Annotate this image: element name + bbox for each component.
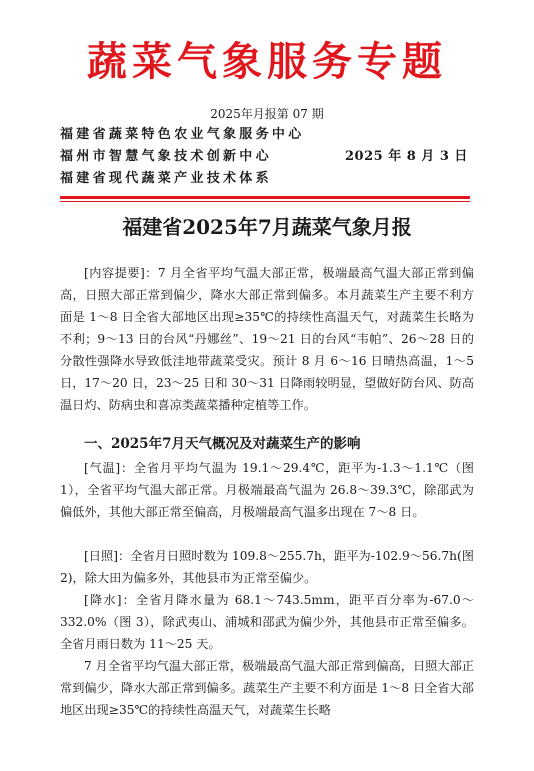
org-name-2: 福州市智慧气象技术创新中心 [60,149,272,164]
summary-paragraph: 7 月全省平均气温大部正常，极端最高气温大部正常到偏高，日照大部正常到偏少，降水大部正常到偏多。蔬菜生产主要不利方面是 1～8 日全省大部地区出现≥35℃的持续性高温天气，对蔬菜生长略 [60,659,474,717]
masthead-title: 蔬菜气象服务专题 [87,38,447,85]
publish-date: 2025 年 8 月 3 日 [345,149,468,164]
precipitation-paragraph: [降水]：全省月降水量为 68.1～743.5mm，距平百分率为-67.0～332.0%（图 3），除武夷山、浦城和邵武为偏少外，其他县市正常至偏多。全省月雨日数为 11～25 天。 [60,593,474,651]
temperature-paragraph: [气温]：全省月平均气温为 19.1～29.4℃，距平为-1.3～1.1℃（图 1），全省平均气温大部正常。月极端最高气温为 26.8～39.3℃，除邵武为偏低外，其他大部正常至偏高，月极端最高气温多出现在 7～8 日。 [60,461,474,519]
document-title: 福建省2025年7月蔬菜气象月报 [122,215,412,239]
header-divider-thin [60,201,470,202]
org-name-1: 福建省蔬菜特色农业气象服务中心 [60,127,305,142]
org-name-3: 福建省现代蔬菜产业技术体系 [60,171,272,186]
header-divider-thick [60,196,470,199]
sunshine-paragraph: [日照]：全省月日照时数为 109.8～255.7h，距平为-102.9～56.7h(图 2)，除大田为偏多外，其他县市为正常至偏少。 [60,549,474,585]
issue-number: 2025年月报第 07 期 [210,107,324,121]
abstract-paragraph: [内容提要]：7 月全省平均气温大部正常，极端最高气温大部正常到偏高，日照大部正常到偏少，降水大部正常到偏多。本月蔬菜生产主要不利方面是 1～8 日全省大部地区出现≥35℃的持续性高温天气，对蔬菜生长略为不利；9～13 日的台风“丹娜丝”、19～21 日的台风“韦帕”、26～28 日的分散性强降水导致低洼地带蔬菜受灾。预计 8 月 6～16 日晴热高温，1～5 日，17～20 日，23～25 日和 30～31 日降雨较明显，望做好防台风、防高温日灼、防病虫和喜凉类蔬菜播种定植等工作。 [60,266,474,412]
section-heading: 一、2025年7月天气概况及对蔬菜生产的影响 [84,436,361,452]
